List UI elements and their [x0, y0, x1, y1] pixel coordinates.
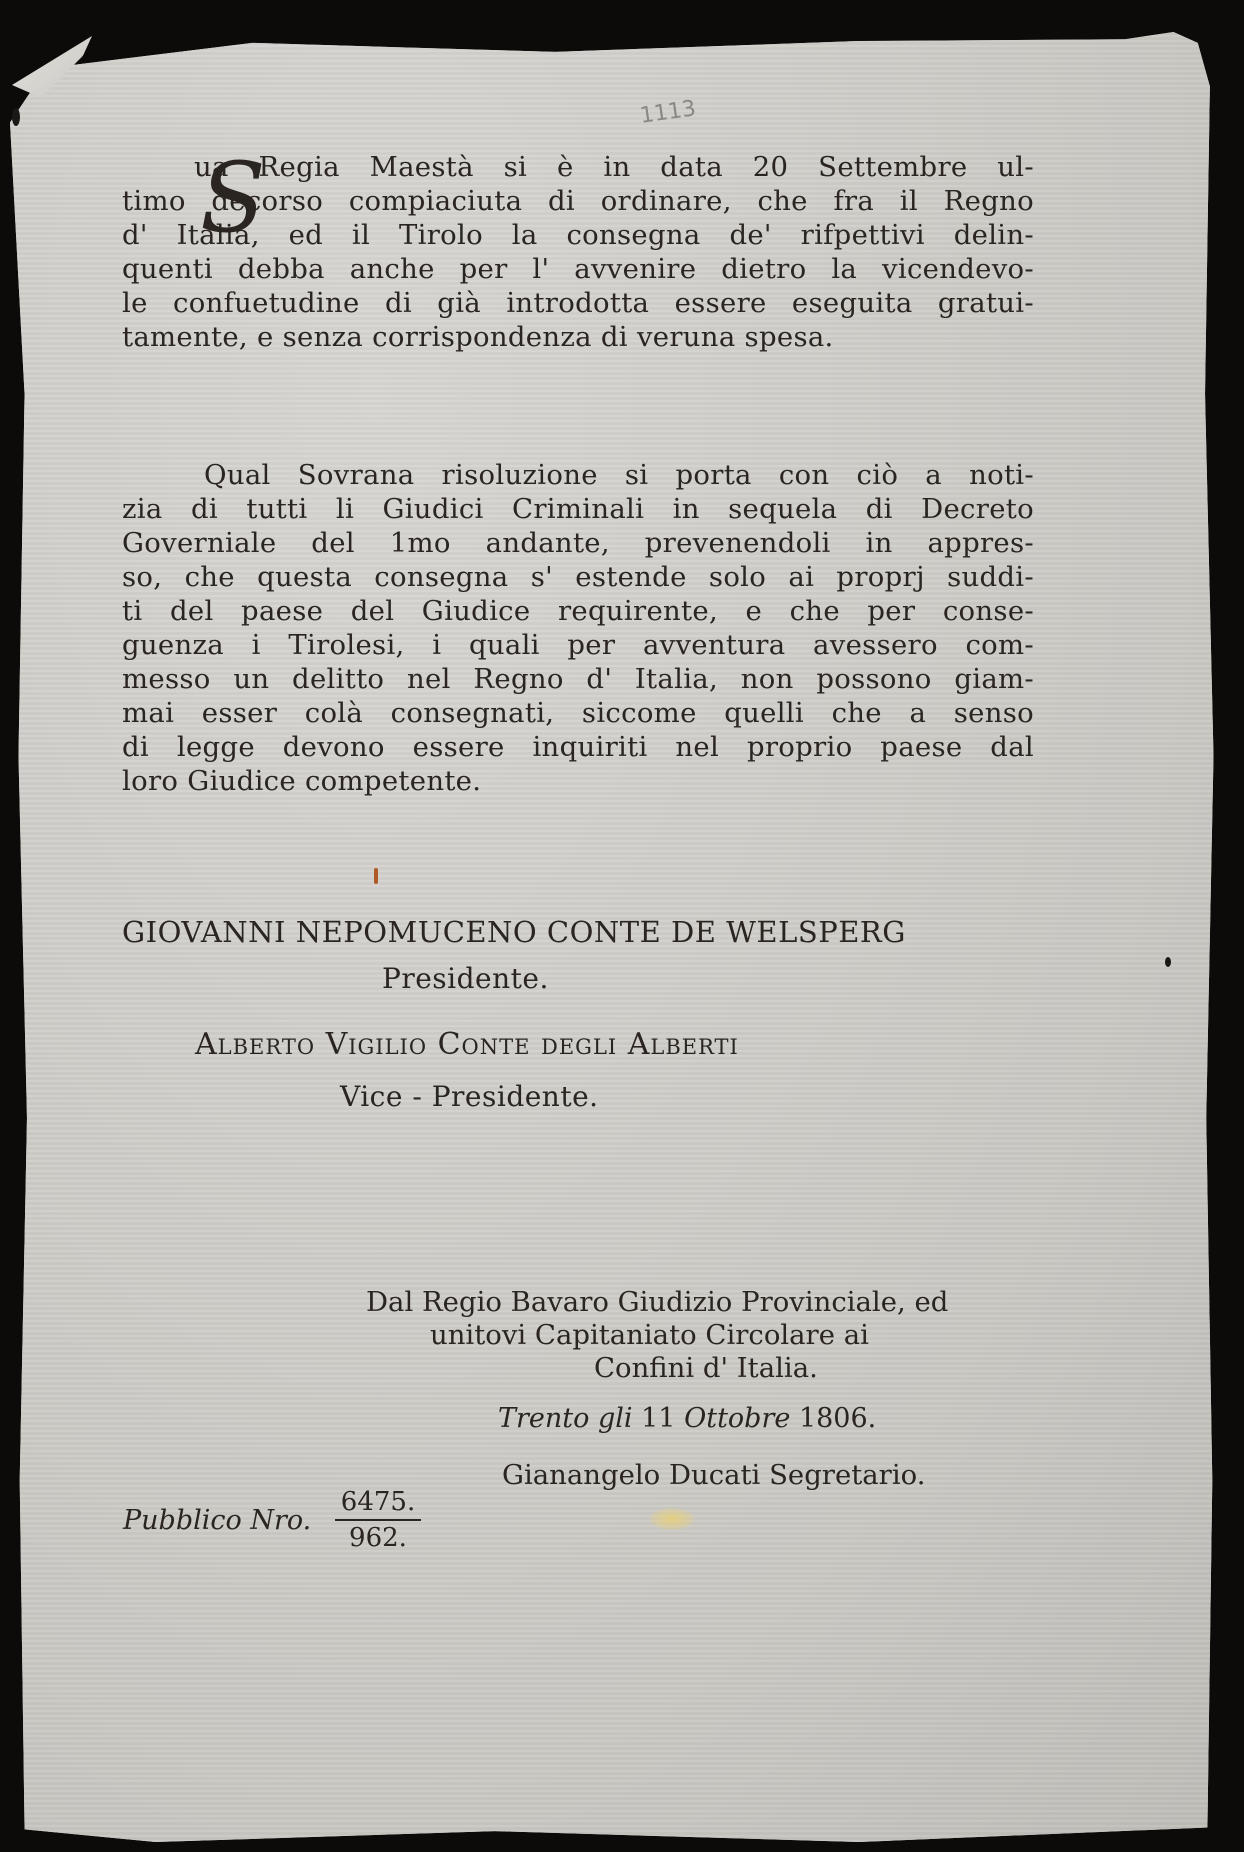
date-year: 1806.	[798, 1403, 877, 1434]
paragraph-notice	[122, 458, 1034, 798]
pubblico-number	[335, 1487, 421, 1553]
secretary-signature: Gianangelo Ducati Segretario.	[502, 1459, 926, 1491]
pubblico-denominator: 962.	[349, 1523, 407, 1553]
pubblico-numerator: 6475.	[335, 1487, 421, 1521]
date-day: 11	[641, 1403, 676, 1434]
ink-speck	[12, 108, 20, 126]
text-line: le confuetudine di già introdotta essere eseguita gratui-	[122, 287, 1034, 319]
text-line: so, che questa consegna s' estende solo ai proprj suddi-	[122, 561, 1034, 593]
text-line: zia di tutti li Giudici Criminali in sequela di Decreto	[122, 493, 1034, 525]
pubblico-label: Pubblico Nro.	[123, 1505, 312, 1536]
text-line: loro Giudice competente.	[122, 765, 482, 797]
date-place: Trento gli	[498, 1403, 633, 1434]
ink-speck	[1165, 957, 1171, 967]
signatory-vice-president-title: Vice - Presidente.	[340, 1080, 599, 1113]
text-line: mai esser colà consegnati, siccome quelli che a senso	[122, 697, 1034, 729]
drop-cap: S	[200, 142, 266, 254]
paper-stain	[650, 1508, 694, 1530]
signatory-president-title: Presidente.	[382, 962, 549, 995]
issuer-line: Dal Regio Bavaro Giudizio Provinciale, ed	[366, 1286, 949, 1318]
text-line: di legge devono essere inquiriti nel proprio paese dal	[122, 731, 1034, 763]
signatory-president-name: GIOVANNI NEPOMUCENO CONTE DE WELSPERG	[122, 915, 906, 949]
signatory-vice-president-name: Alberto Vigilio Conte degli Alberti	[195, 1027, 739, 1062]
text-line: ti del paese del Giudice requirente, e che per conse-	[122, 595, 1034, 627]
issuer-line: unitovi Capitaniato Circolare ai	[430, 1319, 869, 1351]
text-line: quenti debba anche per l' avvenire dietro la vicendevo-	[122, 253, 1034, 285]
text-line: messo un delitto nel Regno d' Italia, non possono giam-	[122, 663, 1034, 695]
issue-date	[498, 1403, 876, 1434]
text-line: Governiale del 1mo andante, prevenendoli in appres-	[122, 527, 1034, 559]
issuer-line: Confini d' Italia.	[594, 1352, 818, 1384]
text-line: d' Italia, ed il Tirolo la consegna de' rifpettivi delin-	[122, 219, 1034, 251]
date-month: Ottobre	[684, 1403, 791, 1434]
text-line: tamente, e senza corrispondenza di veruna spesa.	[122, 321, 834, 353]
paragraph-decree	[122, 142, 1034, 354]
ink-mark	[374, 868, 378, 884]
text-line: ua Regia Maestà si è in data 20 Settembre ul-	[194, 151, 1034, 183]
text-line: Qual Sovrana risoluzione si porta con ciò a noti-	[204, 459, 1034, 491]
text-line: timo decorso compiaciuta di ordinare, che fra il Regno	[122, 185, 1034, 217]
text-line: guenza i Tirolesi, i quali per avventura avessero com-	[122, 629, 1034, 661]
pencil-note: 1113	[638, 96, 698, 129]
